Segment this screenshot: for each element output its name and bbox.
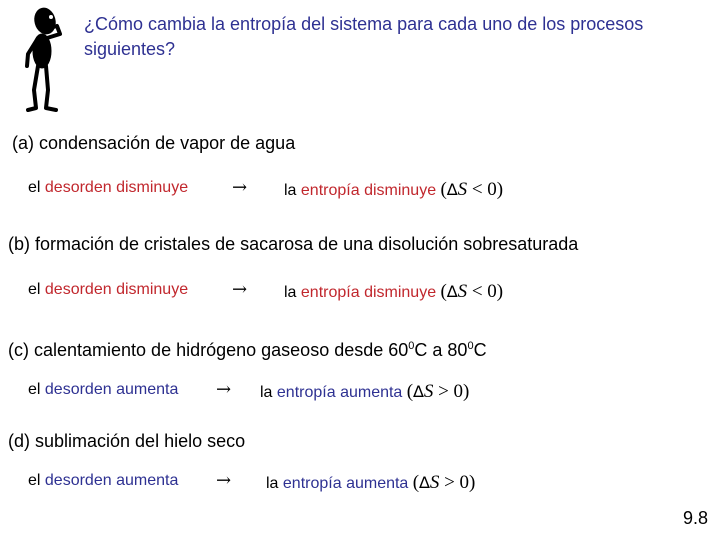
prefix: la: [284, 284, 297, 301]
item-a-disorder: [28, 179, 188, 197]
page-number: 9.8: [682, 508, 708, 528]
item-c-entropy: [260, 381, 469, 403]
prefix: el: [28, 179, 41, 196]
question-text: ¿Cómo cambia la entropía del sistema para cada uno de los procesos siguientes?: [84, 14, 644, 59]
delta-s-expression: (∆S > 0): [406, 381, 470, 402]
prefix: la: [284, 182, 297, 199]
item-b-entropy: [284, 281, 503, 303]
arrow-icon: →: [232, 279, 248, 300]
delta-s-expression: (∆S < 0): [440, 179, 504, 200]
entropy-text: entropía disminuye: [300, 182, 437, 199]
delta-s-expression: (∆S > 0): [412, 472, 476, 493]
item-b-disorder: [28, 281, 188, 299]
item-a-entropy: [284, 179, 503, 201]
item-a-title: (a) condensación de vapor de agua: [12, 133, 296, 153]
disorder-text: desorden aumenta: [44, 381, 179, 398]
prefix: el: [28, 381, 41, 398]
arrow-icon: →: [232, 177, 248, 198]
thinking-stick-figure-icon: [18, 4, 80, 116]
item-d-title: (d) sublimación del hielo seco: [8, 431, 246, 451]
entropy-text: entropía aumenta: [282, 475, 409, 492]
entropy-text: entropía aumenta: [276, 384, 403, 401]
item-c-disorder: [28, 381, 178, 399]
item-c-title: (c) calentamiento de hidrógeno gaseoso desde $60^0C$ a $80^0C$: [8, 340, 487, 360]
item-d-entropy: [266, 472, 475, 494]
item-b-title: (b) formación de cristales de sacarosa de una disolución sobresaturada: [8, 234, 579, 254]
prefix: la: [266, 475, 279, 492]
arrow-icon: →: [216, 379, 232, 400]
disorder-text: desorden disminuye: [44, 179, 189, 196]
disorder-text: desorden disminuye: [44, 281, 189, 298]
entropy-text: entropía disminuye: [300, 284, 437, 301]
item-d-disorder: [28, 472, 178, 490]
disorder-text: desorden aumenta: [44, 472, 179, 489]
arrow-icon: →: [216, 470, 232, 491]
prefix: el: [28, 281, 41, 298]
delta-s-expression: (∆S < 0): [440, 281, 504, 302]
prefix: el: [28, 472, 41, 489]
prefix: la: [260, 384, 273, 401]
